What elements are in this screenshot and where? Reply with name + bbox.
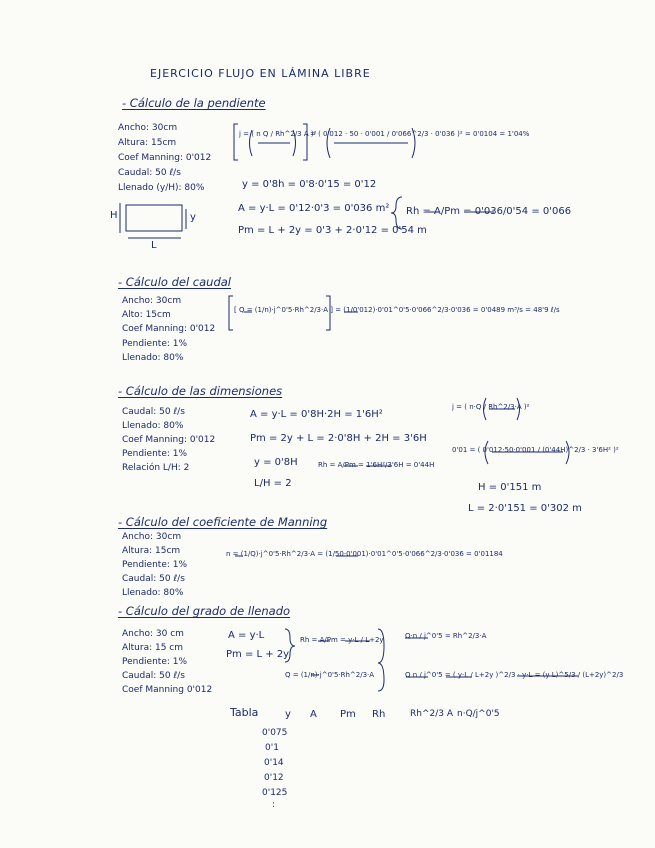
equation: y = 0'8H <box>254 457 298 468</box>
equation: A = y·L = 0'8H·2H = 1'6H² <box>250 409 383 420</box>
table-header: Rh <box>372 709 386 720</box>
given-line: Caudal: 50 ℓ/s <box>122 574 185 584</box>
given-line: Llenado (y/H): 80% <box>118 183 205 193</box>
section-heading-llenado: - Cálculo del grado de llenado <box>118 604 291 618</box>
equation: Q·n / j^0'5 = Rh^2/3·A <box>405 632 487 640</box>
given-line: Altura: 15 cm <box>122 643 184 653</box>
given-line: Caudal: 50 ℓ/s <box>118 168 181 178</box>
formula-lhs: j = ( n Q / Rh^2/3 A )² <box>239 130 317 138</box>
table-cell-y: 0'12 <box>264 773 284 783</box>
given-line: Coef Manning: 0'012 <box>118 153 212 163</box>
result-h: H = 0'151 m <box>478 482 542 493</box>
equation: A = y·L = 0'12·0'3 = 0'036 m² <box>238 203 390 214</box>
given-line: Ancho: 30 cm <box>122 629 184 639</box>
table-header: y <box>285 709 291 720</box>
given-line: Alto: 15cm <box>122 310 171 320</box>
diagram-label-y: y <box>190 212 196 223</box>
diagram-label-h: H <box>110 210 118 221</box>
equation: y = 0'8h = 0'8·0'15 = 0'12 <box>242 179 377 190</box>
channel-diagram <box>126 205 182 231</box>
table-cell-y: 0'125 <box>262 788 288 798</box>
given-line: Pendiente: 1% <box>122 339 188 349</box>
page-title: EJERCICIO FLUJO EN LÁMINA LIBRE <box>150 67 371 80</box>
equation: j = ( n·Q / Rh^2/3·A )² <box>452 403 530 411</box>
given-line: Coef Manning 0'012 <box>122 685 213 695</box>
equation: 0'01 = ( 0'012·50·0'001 / (0'44H)^2/3 · 3'6H² )² <box>452 446 619 454</box>
given-line: Ancho: 30cm <box>122 296 182 306</box>
given-line: Llenado: 80% <box>122 353 184 363</box>
section-heading-manning: - Cálculo del coeficiente de Manning <box>118 515 328 529</box>
equation: L/H = 2 <box>254 478 292 489</box>
given-line: Coef Manning: 0'012 <box>122 435 216 445</box>
equation: Rh = A/Pm = y·L / L+2y <box>300 636 384 644</box>
given-line: Altura: 15cm <box>118 138 177 148</box>
section-heading-pendiente: - Cálculo de la pendiente <box>122 96 266 110</box>
table-header: Pm <box>340 709 356 720</box>
formula-rhs: = ( 0'012 · 50 · 0'001 / 0'066^2/3 · 0'036 )² = 0'0104 = 1'04% <box>310 130 530 138</box>
table-label: Tabla <box>230 706 259 719</box>
table-cell-y: 0'14 <box>264 758 284 768</box>
given-line: Llenado: 80% <box>122 588 184 598</box>
given-line: Caudal: 50 ℓ/s <box>122 671 185 681</box>
diagram-label-l: L <box>151 240 157 251</box>
result-l: L = 2·0'151 = 0'302 m <box>468 503 582 514</box>
equation: Rh = A/Pm = 1'6H²/3'6H = 0'44H <box>318 461 435 469</box>
equation: Q n / j^0'5 = ( y·L / L+2y )^2/3 · y·L = (y L)^5/3 / (L+2y)^2/3 <box>405 671 624 679</box>
given-line: Coef Manning: 0'012 <box>122 324 216 334</box>
formula: [ Q = (1/n)·j^0'5·Rh^2/3·A ] = (1/0'012)·0'01^0'5·0'066^2/3·0'036 = 0'0489 m³/s = 48'9 ℓ/s <box>234 306 560 314</box>
given-line: Llenado: 80% <box>122 421 184 431</box>
table-cell-y: 0'1 <box>265 743 279 753</box>
table-cell-y: : <box>272 800 276 810</box>
table-header: Rh^2/3 A <box>410 709 454 719</box>
given-line: Ancho: 30cm <box>122 532 182 542</box>
table-cell-y: 0'075 <box>262 728 288 738</box>
equation: Q = (1/n)·j^0'5·Rh^2/3·A <box>285 671 375 679</box>
equation: Pm = L + 2y = 0'3 + 2·0'12 = 0'54 m <box>238 225 427 236</box>
given-line: Pendiente: 1% <box>122 657 188 667</box>
section-heading-dimensiones: - Cálculo de las dimensiones <box>118 384 283 398</box>
bracket-left <box>234 124 238 160</box>
given-line: Caudal: 50 ℓ/s <box>122 407 185 417</box>
equation: Pm = L + 2y <box>226 649 290 660</box>
given-line: Ancho: 30cm <box>118 123 178 133</box>
equation: A = y·L <box>228 630 265 641</box>
table-header: n·Q/j^0'5 <box>457 709 500 719</box>
equation: Rh = A/Pm = 0'036/0'54 = 0'066 <box>406 206 572 217</box>
given-line: Altura: 15cm <box>122 546 181 556</box>
table-header: A <box>310 709 317 720</box>
section-heading-caudal: - Cálculo del caudal <box>118 275 232 289</box>
formula: n = (1/Q)·j^0'5·Rh^2/3·A = (1/50·0'001)·0'01^0'5·0'066^2/3·0'036 = 0'01184 <box>226 550 503 558</box>
given-line: Pendiente: 1% <box>122 560 188 570</box>
equation: Pm = 2y + L = 2·0'8H + 2H = 3'6H <box>250 433 427 444</box>
given-line: Pendiente: 1% <box>122 449 188 459</box>
given-line: Relación L/H: 2 <box>122 463 190 473</box>
